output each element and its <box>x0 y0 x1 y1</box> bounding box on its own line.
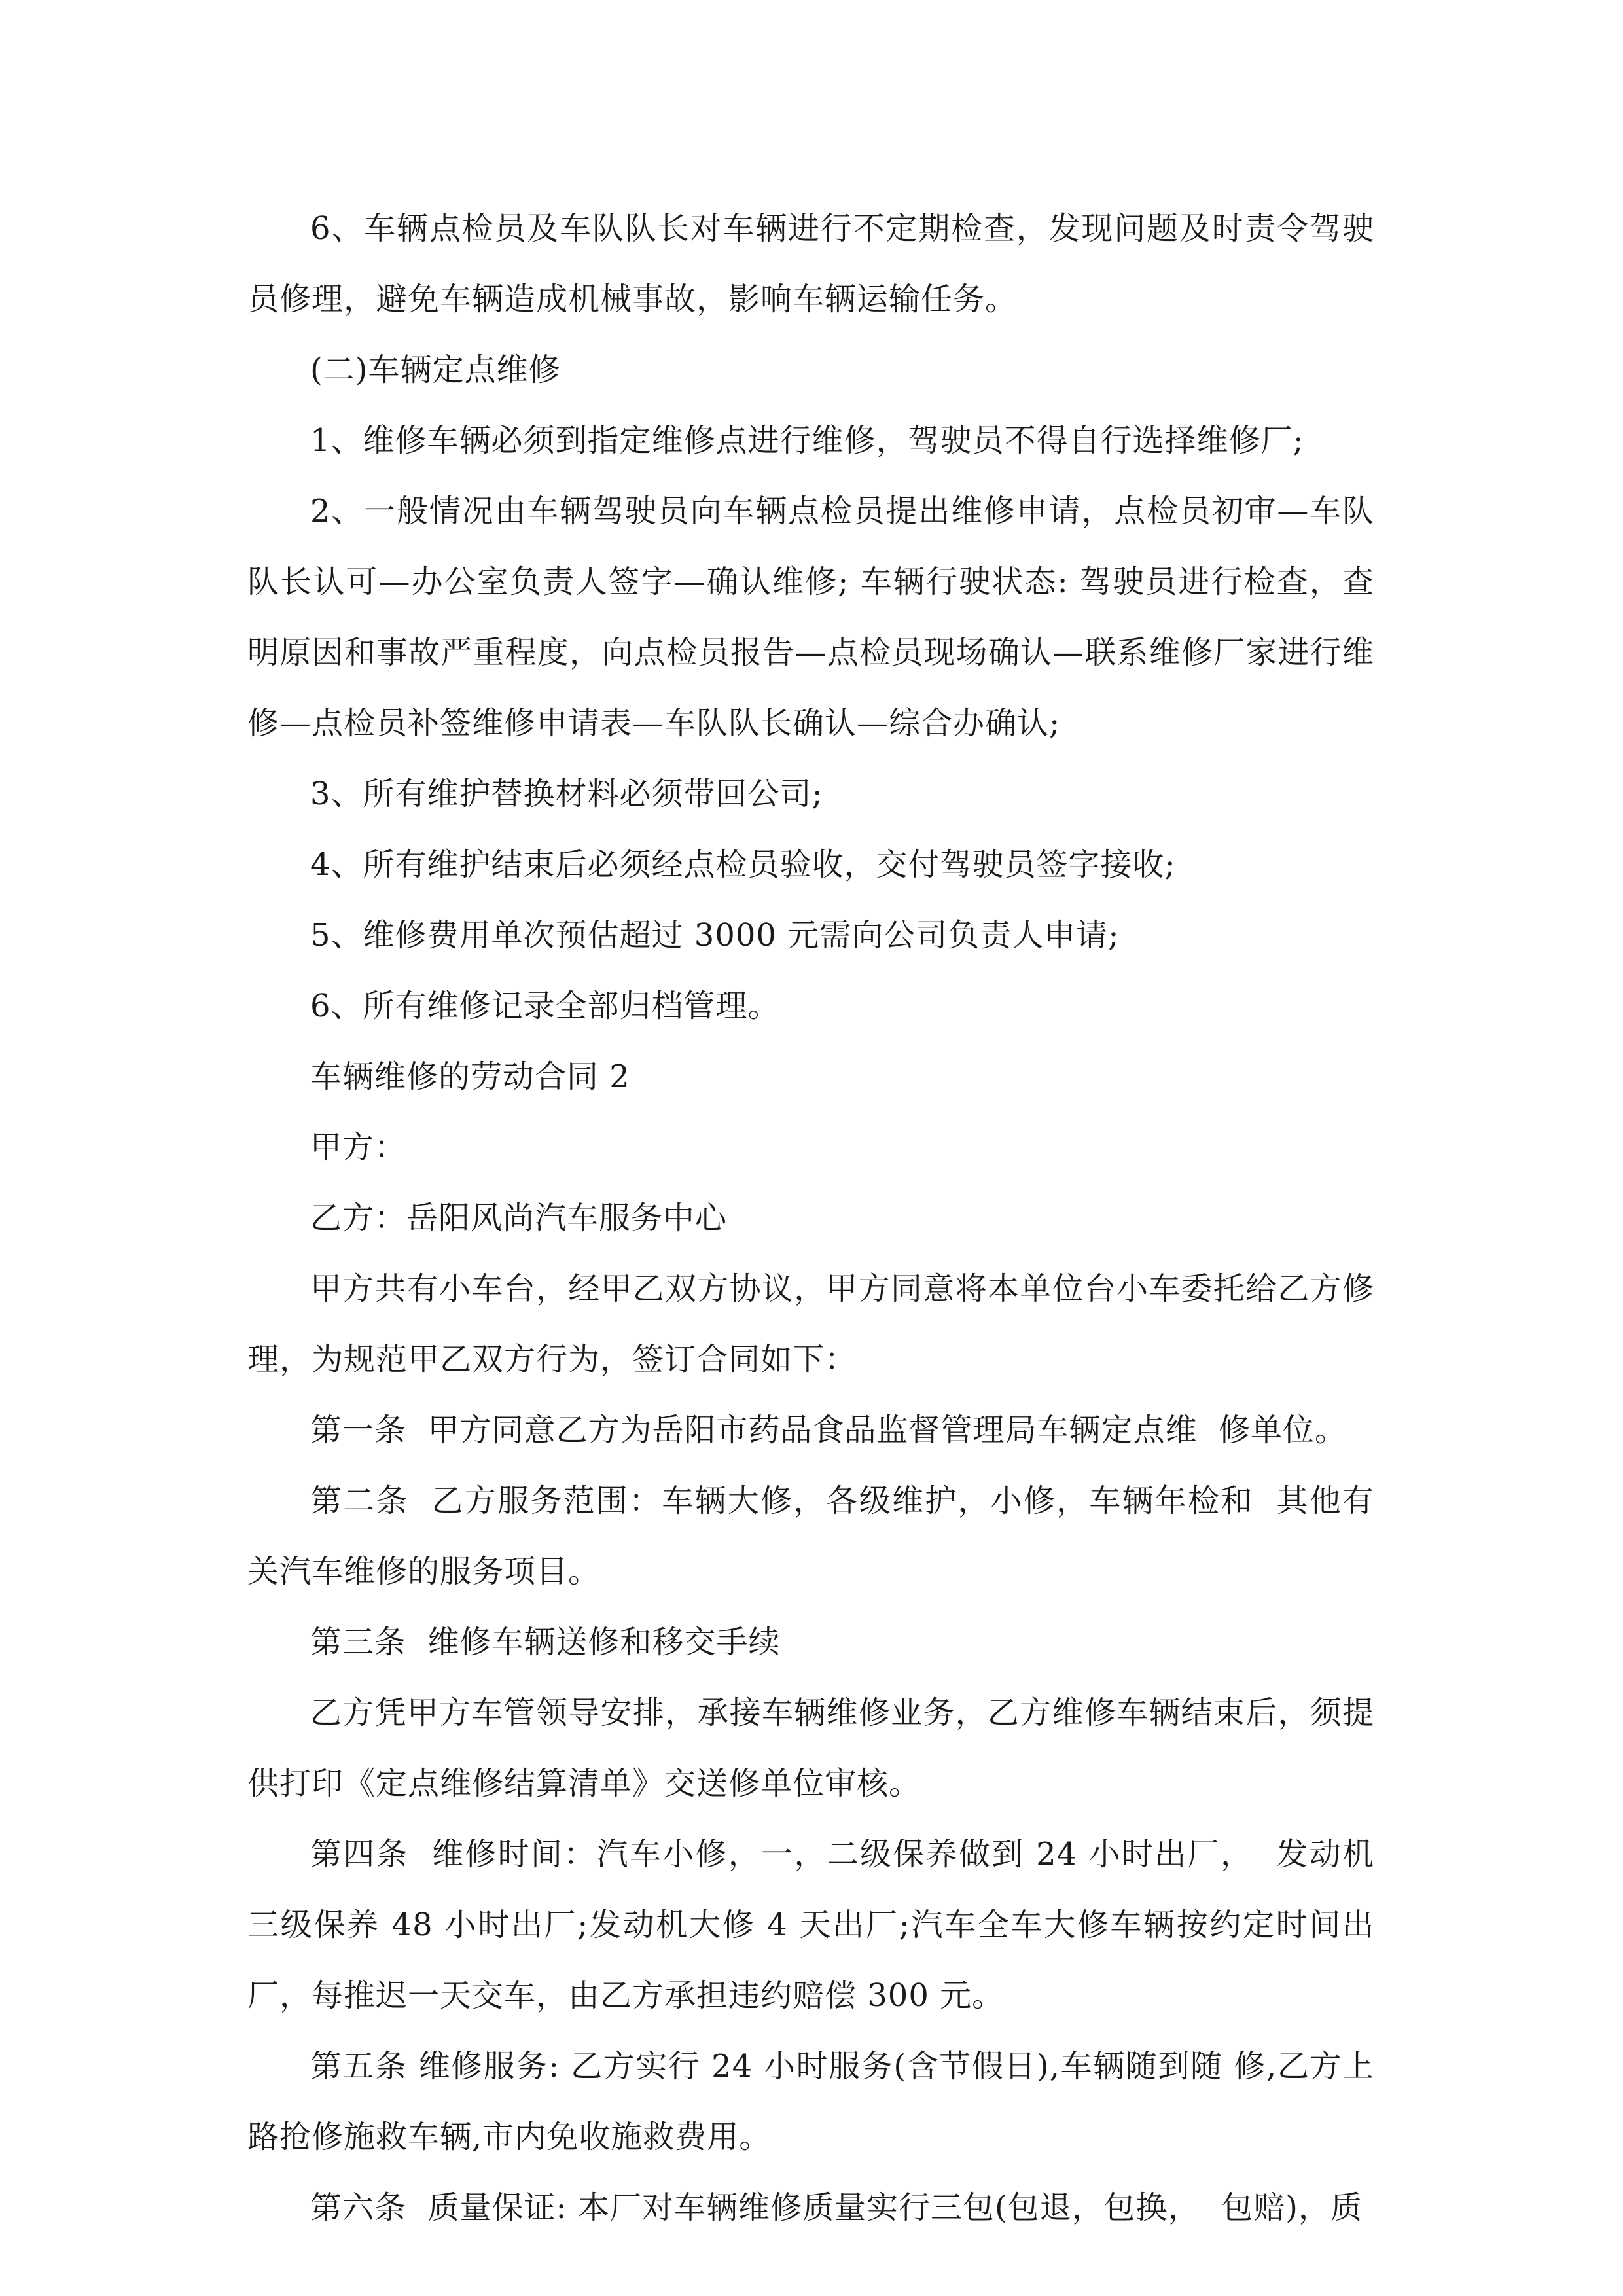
party-a: 甲方： <box>310 1129 407 1166</box>
section-heading-fixed-point-repair: (二)车辆定点维修 <box>310 351 561 388</box>
paragraph-repair-2: 2、一般情况由车辆驾驶员向车辆点检员提出维修申请，点检员初审—车队队长认可—办公室负责人签字—确认维修; 车辆行驶状态: 驾驶员进行检查，查明原因和事故严重程度，向点检员报告—点检员现场确认—联系维修厂家进行维修—点检员补签维修申请表—车队队长确认—综合办确认; <box>247 493 1374 742</box>
paragraph-repair-6: 6、所有维修记录全部归档管理。 <box>310 988 780 1024</box>
article-6: 第六条 质量保证: 本厂对车辆维修质量实行三包(包退，包换， 包赔)，质 <box>310 2189 1363 2226</box>
document-body <box>247 193 1374 2243</box>
article-3: 第三条 维修车辆送修和移交手续 <box>310 1624 781 1660</box>
article-2: 第二条 乙方服务范围：车辆大修，各级维护，小修，车辆年检和 其他有关汽车维修的服务项目。 <box>247 1482 1374 1590</box>
paragraph-inspection-6: 6、车辆点检员及车队队长对车辆进行不定期检查，发现问题及时责令驾驶员修理，避免车辆造成机械事故，影响车辆运输任务。 <box>247 210 1374 317</box>
article-1: 第一条 甲方同意乙方为岳阳市药品食品监督管理局车辆定点维 修单位。 <box>310 1412 1347 1448</box>
article-4: 第四条 维修时间：汽车小修，一，二级保养做到 24 小时出厂， 发动机三级保养 48 小时出厂;发动机大修 4 天出厂;汽车全车大修车辆按约定时间出厂，每推迟一天交车，由乙方承担违约赔偿 300 元。 <box>247 1836 1374 2014</box>
paragraph-repair-3: 3、所有维护替换材料必须带回公司; <box>310 776 823 812</box>
contract-intro: 甲方共有小车台，经甲乙双方协议，甲方同意将本单位台小车委托给乙方修理，为规范甲乙双方行为，签订合同如下： <box>247 1270 1374 1378</box>
party-b: 乙方：岳阳风尚汽车服务中心 <box>310 1200 728 1236</box>
paragraph-repair-5: 5、维修费用单次预估超过 3000 元需向公司负责人申请; <box>310 917 1120 954</box>
paragraph-repair-1: 1、维修车辆必须到指定维修点进行维修，驾驶员不得自行选择维修厂; <box>310 422 1304 459</box>
article-5: 第五条 维修服务: 乙方实行 24 小时服务(含节假日),车辆随到随 修,乙方上路抢修施救车辆,市内免收施救费用。 <box>247 2048 1374 2155</box>
article-3-body: 乙方凭甲方车管领导安排，承接车辆维修业务，乙方维修车辆结束后，须提供打印《定点维修结算清单》交送修单位审核。 <box>247 1695 1374 1802</box>
contract-title: 车辆维修的劳动合同 2 <box>310 1058 630 1095</box>
paragraph-repair-4: 4、所有维护结束后必须经点检员验收，交付驾驶员签字接收; <box>310 846 1176 883</box>
